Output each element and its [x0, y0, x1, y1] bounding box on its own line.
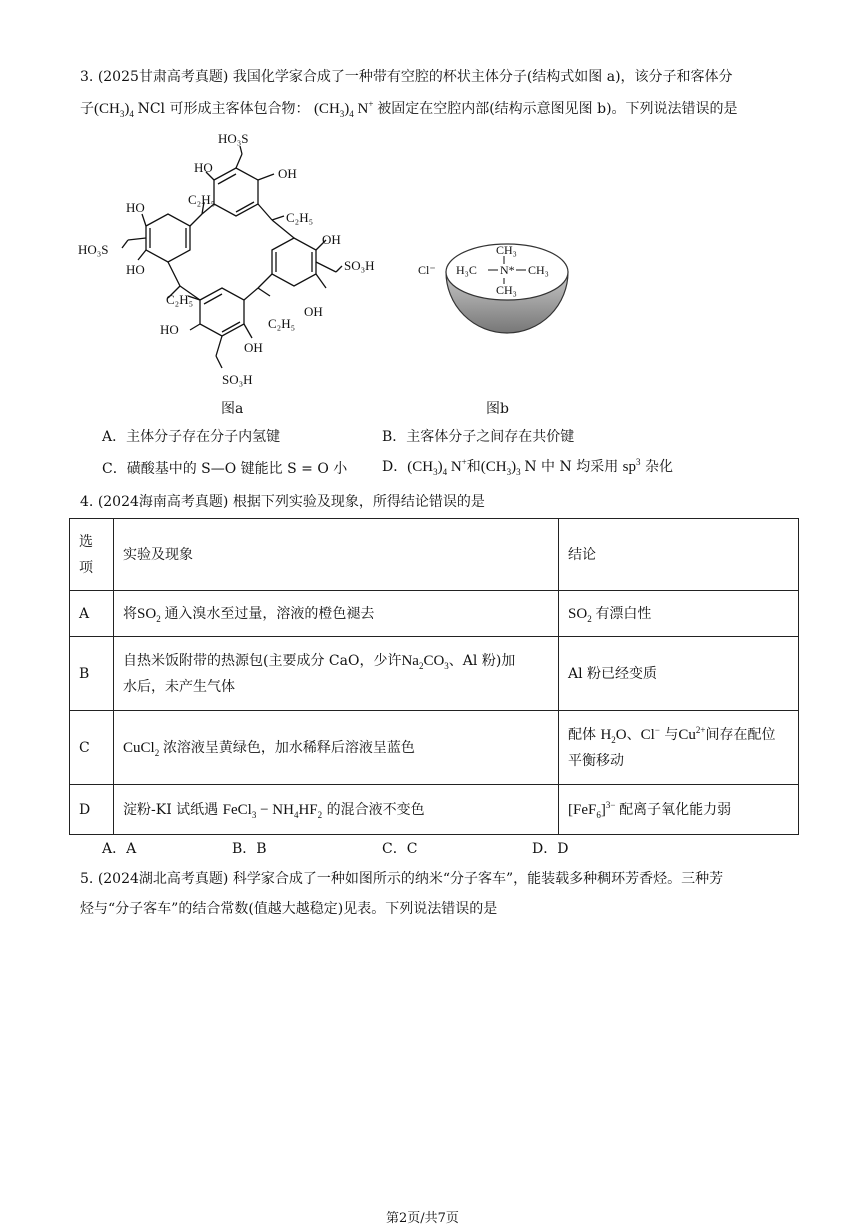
row-exp-text: 浓溶液呈黄绿色，加水稀释后溶液呈蓝色 [162, 739, 415, 756]
label-ho: HO [126, 262, 145, 277]
row-option: D [70, 785, 114, 835]
row-experiment [114, 637, 559, 711]
q3-option-b[interactable]: B．主客体分子之间存在共价键 [382, 429, 575, 445]
label-h3c: H₃C [456, 263, 477, 277]
row-con-text: 平衡移动 [568, 752, 624, 769]
label-so3h-bottom: SO₃H [222, 372, 253, 387]
formula-so2: $SO_2$ [137, 605, 161, 624]
formula-fecl3-nh4hf2: FeCl$_3$ − $NH_4HF_2$ [222, 801, 323, 820]
formula-ch3-3: $(CH_3)_3$ [480, 459, 521, 477]
table-header-row [70, 519, 799, 591]
q3-line2-part-b: NCl 可形成主客体包合物： [137, 101, 310, 117]
figure-b-caption: 图b [486, 401, 509, 417]
q3-option-d-label: D． [382, 459, 408, 475]
q4-source: (2024海南高考真题) [97, 494, 229, 510]
table-row [70, 591, 799, 637]
row-option: B [70, 637, 114, 711]
row-exp-text: 将 [123, 605, 137, 622]
q3-line1-text: 我国化学家合成了一种带有空腔的杯状主体分子(结构式如图 a)，该分子和客体分 [232, 69, 733, 85]
row-exp-text: 淀粉-KI 试纸遇 [123, 801, 219, 818]
label-n-plus: N* [500, 263, 515, 277]
q3-number: 3. [80, 69, 94, 85]
label-ho3s-left: HO₃S [78, 242, 109, 257]
q5-source: (2024湖北高考真题) [97, 871, 229, 887]
table-row [70, 637, 799, 711]
row-experiment [114, 711, 559, 785]
row-conclusion [559, 711, 799, 785]
q3-option-c[interactable]: C．磺酸基中的 S—O 键能比 S = O 小 [102, 461, 348, 477]
formula-cucl2: CuCl$_2$ [123, 739, 160, 758]
label-oh: OH [304, 304, 323, 319]
header-option-line1: 选 [79, 533, 93, 550]
label-so3h-top: HO₃S [218, 131, 249, 146]
label-c2h5: C₂H₅ [286, 210, 314, 225]
table-row [70, 785, 799, 835]
q4-answer-d[interactable]: D．D [532, 841, 569, 857]
q4-stem [80, 491, 485, 511]
formula-fef6: $[FeF_6]^{3-}$ [568, 799, 616, 820]
q4-answer-a[interactable]: A．A [102, 841, 137, 857]
q3-source: (2025甘肃高考真题) [97, 69, 229, 85]
figure-a-caption: 图a [221, 401, 244, 417]
formula-so2: $SO_2$ [568, 605, 592, 624]
row-exp-text: 水后，未产生气体 [123, 678, 235, 695]
q4-answer-c[interactable]: C．C [382, 841, 418, 857]
label-ho: HO [126, 200, 145, 215]
q3-line2-part-a: 子 [80, 101, 94, 117]
label-ho: HO [160, 322, 179, 337]
row-experiment [114, 591, 559, 637]
row-conclusion [559, 785, 799, 835]
row-option: C [70, 711, 114, 785]
q5-line1-text: 科学家合成了一种如图所示的纳米“分子客车”，能装载多种稠环芳香烃。三种芳 [232, 871, 724, 887]
row-con-text: 、 [626, 726, 641, 743]
row-con-text: 有漂白性 [595, 605, 652, 622]
row-con-text: 间存在配位 [705, 726, 776, 743]
row-exp-text: 自热米饭附带的热源包(主要成分 CaO，少许 [123, 652, 402, 669]
formula-ch3-4-n-plus: $(CH_3)_4$ N+ [407, 457, 467, 477]
label-ho: HO [194, 160, 213, 175]
label-so3h-right: SO₃H [344, 258, 375, 273]
figure-a-host-molecule [76, 128, 396, 390]
formula-cu2plus: $Cu^{2+}$ [678, 724, 706, 743]
experiment-table [69, 518, 799, 835]
q3-option-a[interactable]: A．主体分子存在分子内氢键 [102, 429, 281, 445]
label-cl-minus: Cl⁻ [418, 263, 436, 277]
label-ch3-right: CH₃ [528, 263, 549, 277]
q5-line2: 烃与“分子客车”的结合常数(值越大越稳定)见表。下列说法错误的是 [80, 901, 498, 917]
label-c2h5: C₂H₅ [166, 292, 194, 307]
formula-na2co3: $Na_2CO_3$ [401, 652, 449, 671]
figure-b-host-guest [412, 232, 582, 342]
q3-option-d-text: N 中 N 均采用 [524, 459, 619, 475]
q3-option-d-tail: 杂化 [644, 459, 673, 475]
header-experiment: 实验及现象 [114, 519, 559, 591]
label-oh: OH [244, 340, 263, 355]
header-conclusion: 结论 [559, 519, 799, 591]
row-exp-text: 、Al 粉)加 [448, 652, 516, 669]
q3-line1 [80, 66, 733, 86]
label-ch3-top: CH₃ [496, 243, 517, 257]
q4-answer-b[interactable]: B．B [232, 841, 267, 857]
q5-number: 5. [80, 871, 94, 887]
label-oh: OH [322, 232, 341, 247]
header-option-line2: 项 [79, 559, 93, 576]
row-exp-text: 的混合液不变色 [326, 801, 425, 818]
row-option: A [70, 591, 114, 637]
row-conclusion: Al 粉已经变质 [559, 637, 799, 711]
page-footer: 第2页/共7页 [386, 1211, 459, 1226]
q3-line2-part-c: 被固定在空腔内部(结构示意图见图 b)。下列说法错误的是 [377, 101, 738, 117]
row-con-text: 配离子氧化能力弱 [619, 801, 732, 818]
table-row [70, 711, 799, 785]
header-option [70, 519, 114, 591]
row-conclusion [559, 591, 799, 637]
label-c2h5: C₂H₅ [188, 192, 216, 207]
q3-option-d-and: 和 [466, 459, 481, 475]
q3-line2 [80, 98, 738, 118]
formula-ch3-4-n-plus: $(CH_3)_4$ N+ [313, 99, 374, 119]
q4-stem-text: 根据下列实验及现象，所得结论错误的是 [232, 494, 485, 510]
q3-option-d[interactable] [382, 456, 673, 476]
formula-ch3-4: $(CH_3)_4$ [94, 101, 134, 119]
q4-number: 4. [80, 494, 94, 510]
label-c2h5: C₂H₅ [268, 316, 296, 331]
row-exp-text: 通入溴水至过量，溶液的橙色褪去 [164, 605, 375, 622]
formula-sp3: $sp^3$ [622, 457, 641, 475]
row-con-text: 配体 [568, 726, 596, 743]
label-oh: OH [278, 166, 297, 181]
q5-line1 [80, 868, 723, 888]
label-ch3-bottom: CH₃ [496, 283, 517, 297]
row-con-text: 与 [664, 726, 679, 743]
formula-h2o: $H_2O$ [600, 726, 627, 745]
row-experiment [114, 785, 559, 835]
formula-cl-minus: Cl− [640, 724, 660, 743]
